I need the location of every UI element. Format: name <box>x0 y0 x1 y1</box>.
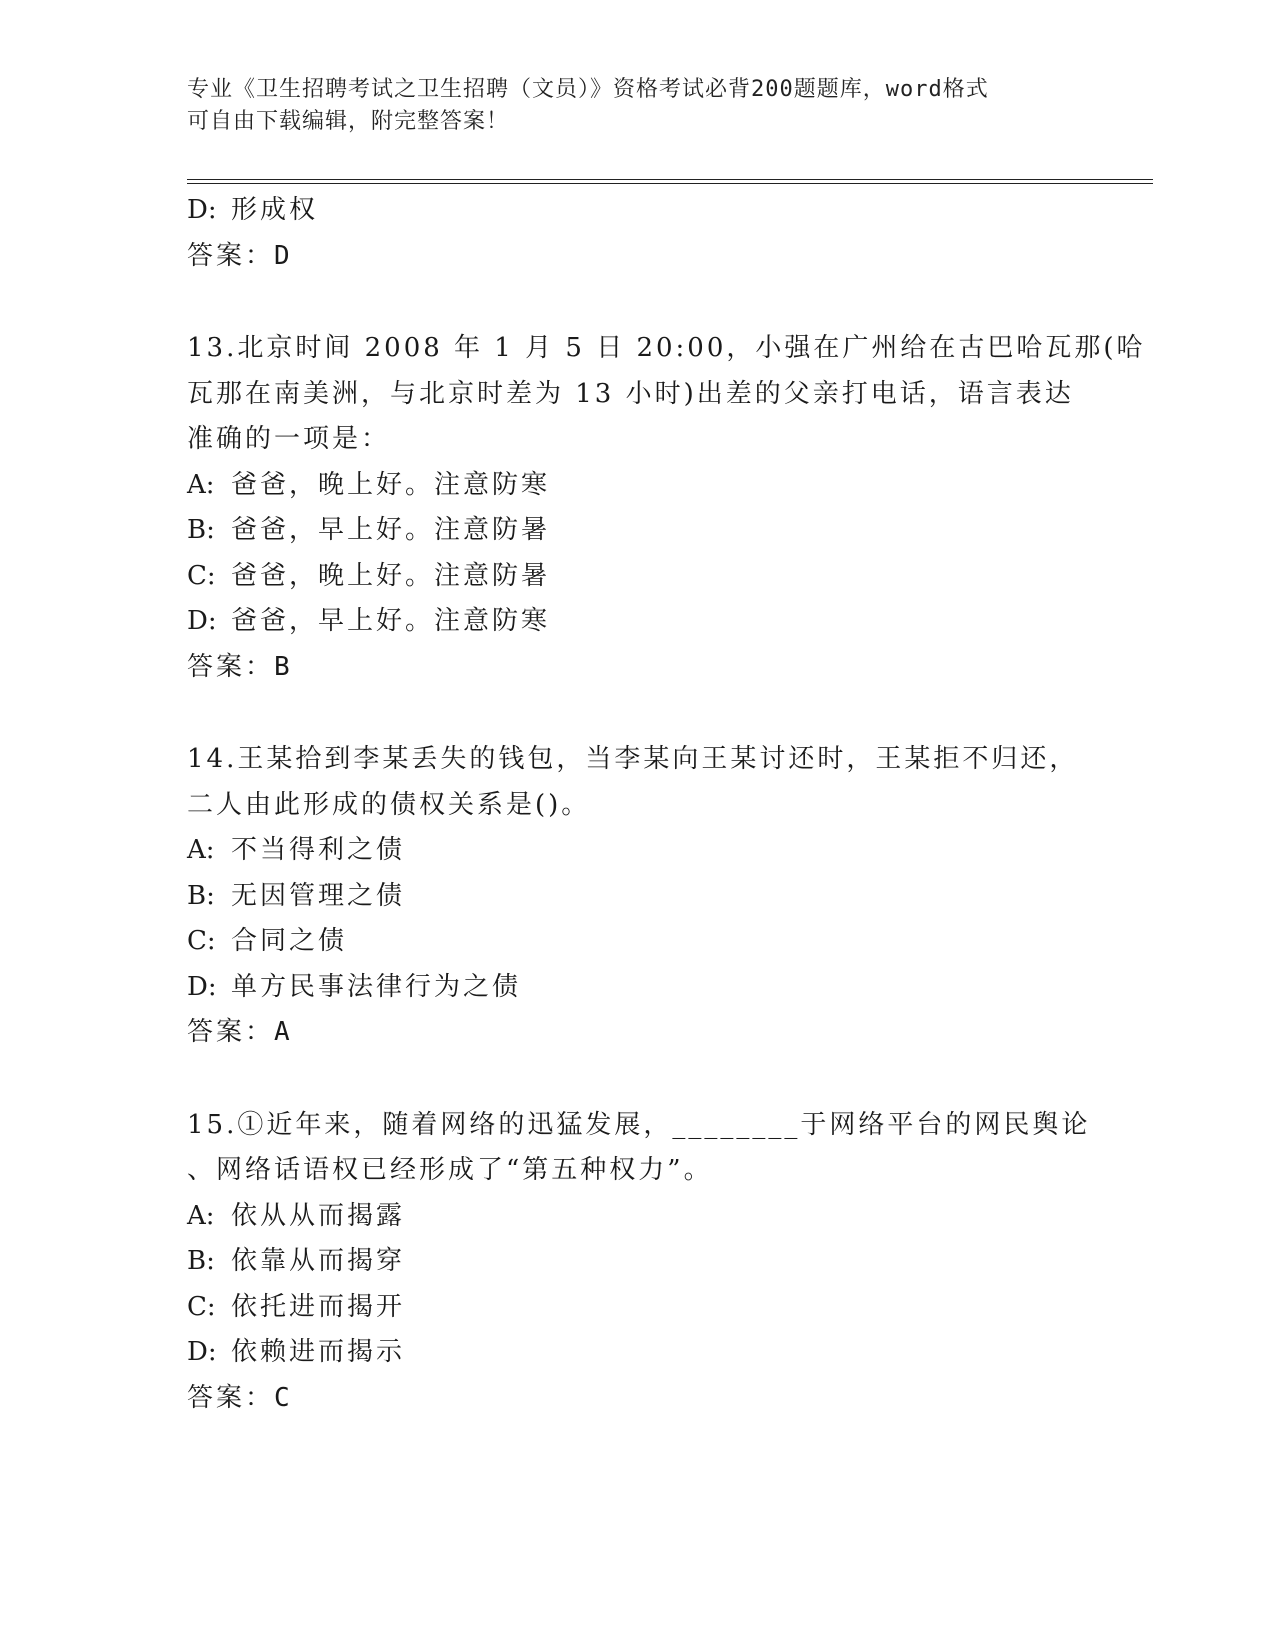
option-text: 爸爸，晚上好。注意防暑 <box>231 560 551 591</box>
option-letter: A: <box>187 1200 215 1231</box>
answer-label: 答案： <box>187 1017 275 1047</box>
option-text: 爸爸，早上好。注意防暑 <box>231 515 551 545</box>
option-c <box>187 1285 1087 1331</box>
option-a <box>187 1194 1087 1240</box>
option-text: 爸爸，晚上好。注意防寒 <box>231 469 551 500</box>
option-letter: C: <box>187 1291 216 1322</box>
answer <box>187 234 1087 280</box>
spacer <box>187 690 1087 737</box>
question-stem <box>187 326 1146 463</box>
answer-label: 答案： <box>187 240 275 271</box>
answer-label: 答案： <box>187 651 275 682</box>
spacer <box>187 1056 1087 1103</box>
option-text: 不当得利之债 <box>231 835 406 865</box>
stem-line: 二人由此形成的债权关系是()。 <box>187 789 591 820</box>
stem-line: 、网络话语权已经形成了“第五种权力”。 <box>187 1155 713 1185</box>
header-line-2: 可自由下载编辑，附完整答案！ <box>187 109 510 134</box>
option-text: 单方民事法律行为之债 <box>231 971 522 1002</box>
question-stem <box>187 737 1087 828</box>
option-letter: C: <box>187 560 216 591</box>
question-13 <box>187 326 1146 690</box>
option-d <box>187 965 1087 1011</box>
option-letter: B: <box>187 1246 215 1276</box>
header-divider-top <box>187 179 1153 180</box>
option-text: 爸爸，早上好。注意防寒 <box>231 606 551 636</box>
stem-line: 准确的一项是： <box>187 424 391 454</box>
stem-line: 15.①近年来，随着网络的迅猛发展，________于网络平台的网民舆论 <box>187 1109 1091 1140</box>
answer-value: D <box>274 240 290 271</box>
option-letter: B: <box>187 880 215 911</box>
option-c <box>187 554 1087 600</box>
option-letter: A: <box>187 469 215 500</box>
answer-value: A <box>274 1017 290 1047</box>
option-text: 合同之债 <box>231 926 348 956</box>
option-letter: D: <box>187 971 217 1002</box>
header-line-1: 专业《卫生招聘考试之卫生招聘（文员）》资格考试必背200题题库，word格式 <box>187 77 989 102</box>
option-d <box>187 188 1087 234</box>
option-letter: D: <box>187 606 217 636</box>
option-a <box>187 463 1087 509</box>
option-d <box>187 599 1087 645</box>
previous-question-tail <box>187 188 1087 279</box>
option-text: 依托进而揭开 <box>231 1291 406 1322</box>
answer <box>187 1010 1087 1056</box>
question-15 <box>187 1103 1091 1422</box>
stem-line: 13.北京时间 2008 年 1 月 5 日 20:00，小强在广州给在古巴哈瓦那(哈 <box>187 333 1146 363</box>
option-a <box>187 828 1087 874</box>
page-header <box>187 74 1067 138</box>
question-list <box>187 188 1146 1421</box>
option-letter: D: <box>187 1337 217 1367</box>
option-text: 依靠从而揭穿 <box>231 1246 406 1276</box>
answer <box>187 1376 1087 1422</box>
spacer <box>187 279 1087 326</box>
answer <box>187 645 1087 691</box>
option-text: 无因管理之债 <box>231 880 406 911</box>
header-divider-bottom <box>187 183 1153 184</box>
option-text: 依从从而揭露 <box>231 1200 406 1231</box>
option-text: 形成权 <box>231 195 319 225</box>
answer-value: C <box>274 1382 290 1413</box>
option-letter: C: <box>187 926 216 956</box>
option-letter: B: <box>187 515 215 545</box>
question-stem <box>187 1103 1091 1194</box>
answer-value: B <box>274 651 290 682</box>
option-d <box>187 1330 1087 1376</box>
question-14 <box>187 737 1087 1056</box>
option-b <box>187 1239 1087 1285</box>
option-text: 依赖进而揭示 <box>231 1337 406 1367</box>
stem-line: 14.王某拾到李某丢失的钱包，当李某向王某讨还时，王某拒不归还， <box>187 744 1079 774</box>
option-letter: A: <box>187 835 215 865</box>
option-b <box>187 508 1087 554</box>
answer-label: 答案： <box>187 1382 275 1413</box>
option-c <box>187 919 1087 965</box>
stem-line: 瓦那在南美洲，与北京时差为 13 小时)出差的父亲打电话，语言表达 <box>187 378 1074 409</box>
option-letter: D: <box>187 195 217 225</box>
option-b <box>187 874 1087 920</box>
